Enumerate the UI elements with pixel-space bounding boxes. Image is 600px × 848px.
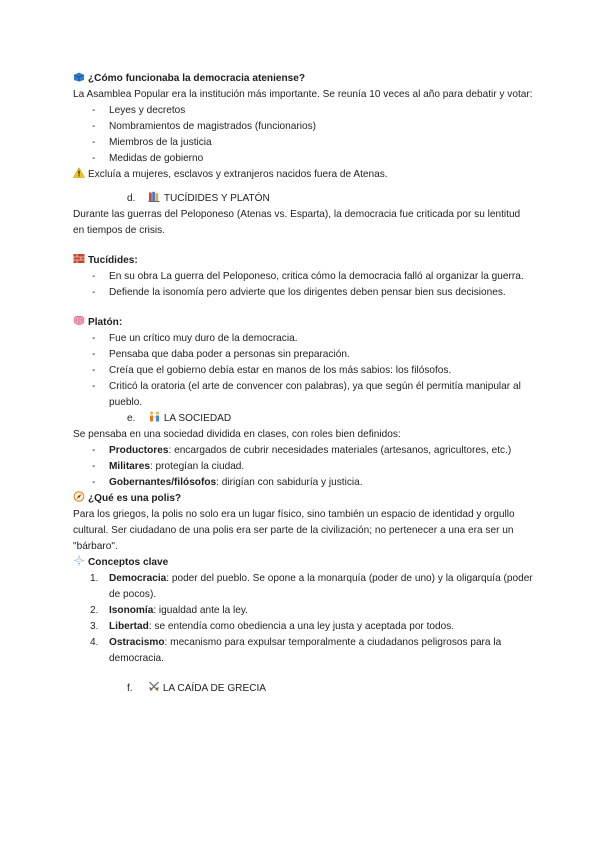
section-e-text: Se pensaba en una sociedad dividida en clases, con roles bien definidos:	[73, 429, 401, 440]
people-holding-hands-icon	[148, 411, 161, 422]
list-item: - Defiende la isonomía pero advierte que los dirigentes deben pensar bien sus decisiones.	[73, 285, 533, 301]
list-item: 2. Isonomía: igualdad ante la ley.	[90, 605, 248, 616]
list-item: 1. Democracia: poder del pueblo. Se opone a la monarquía (poder de uno) y la oligarquía (poder de pocos).	[90, 573, 533, 600]
section-f-heading: f. LA CAÍDA DE GRECIA	[127, 683, 267, 694]
bricks-icon	[73, 253, 85, 264]
democracia-text: La Asamblea Popular era la institución más importante. Se reunía 10 veces al año para debatir y votar:	[73, 89, 533, 100]
list-item: - Miembros de la justicia	[73, 135, 533, 151]
list-item: - Creía que el gobierno debía estar en manos de los más sabios: los filósofos.	[73, 363, 533, 379]
list-item: - Criticó la oratoria (el arte de convencer con palabras), ya que según él permitía manipular al pueblo.	[73, 379, 533, 411]
polis-heading: ¿Qué es una polis?	[73, 491, 533, 507]
warning-icon	[73, 167, 85, 178]
list-item: - Pensaba que daba poder a personas sin preparación.	[73, 347, 533, 363]
democracia-list	[73, 103, 533, 167]
list-item: - En su obra La guerra del Peloponeso, critica cómo la democracia falló al organizar la guerra.	[73, 269, 533, 285]
list-item: - Fue un crítico muy duro de la democracia.	[73, 331, 533, 347]
list-item: 3. Libertad: se entendía como obediencia a una ley justa y aceptada por todos.	[90, 621, 455, 632]
section-d-heading: d. TUCÍDIDES Y PLATÓN	[127, 193, 270, 204]
democracia-heading: ¿Cómo funcionaba la democracia ateniense?	[73, 71, 533, 87]
sociedad-list	[73, 443, 533, 491]
warning-note: Excluía a mujeres, esclavos y extranjeros nacidos fuera de Atenas.	[73, 167, 533, 183]
platon-list	[73, 331, 533, 411]
section-e-heading: e. LA SOCIEDAD	[127, 413, 232, 424]
compass-icon	[73, 491, 85, 502]
books-icon	[148, 191, 161, 202]
section-d-text: Durante las guerras del Peloponeso (Atenas vs. Esparta), la democracia fue criticada por su lentitud en tiempos de crisis.	[73, 209, 521, 236]
tucidides-list	[73, 269, 533, 301]
list-item: - Leyes y decretos	[73, 103, 533, 119]
brain-icon	[73, 315, 85, 326]
document-page	[73, 71, 533, 697]
sparkles-icon	[73, 555, 85, 566]
conceptos-list	[73, 571, 533, 667]
list-item: 4. Ostracismo: mecanismo para expulsar temporalmente a ciudadanos peligrosos para la democracia.	[90, 637, 502, 664]
tucidides-heading: Tucídides:	[73, 253, 533, 269]
polis-text: Para los griegos, la polis no solo era un lugar físico, sino también un espacio de identidad y orgullo cultural. Ser ciudadano de una polis era ser parte de la civilización; no pertenecer a una era ser un "bárbaro".	[73, 509, 515, 552]
list-item: - Medidas de gobierno	[73, 151, 533, 167]
ballot-box-icon	[73, 71, 85, 82]
list-item: - Militares: protegían la ciudad.	[73, 459, 533, 475]
list-item: - Gobernantes/filósofos: dirigían con sabiduría y justicia.	[73, 475, 533, 491]
conceptos-heading: Conceptos clave	[73, 555, 533, 571]
platon-heading: Platón:	[73, 315, 533, 331]
crossed-swords-icon	[148, 681, 160, 692]
list-item: - Productores: encargados de cubrir necesidades materiales (artesanos, agricultores, etc.)	[73, 443, 533, 459]
list-item: - Nombramientos de magistrados (funcionarios)	[73, 119, 533, 135]
